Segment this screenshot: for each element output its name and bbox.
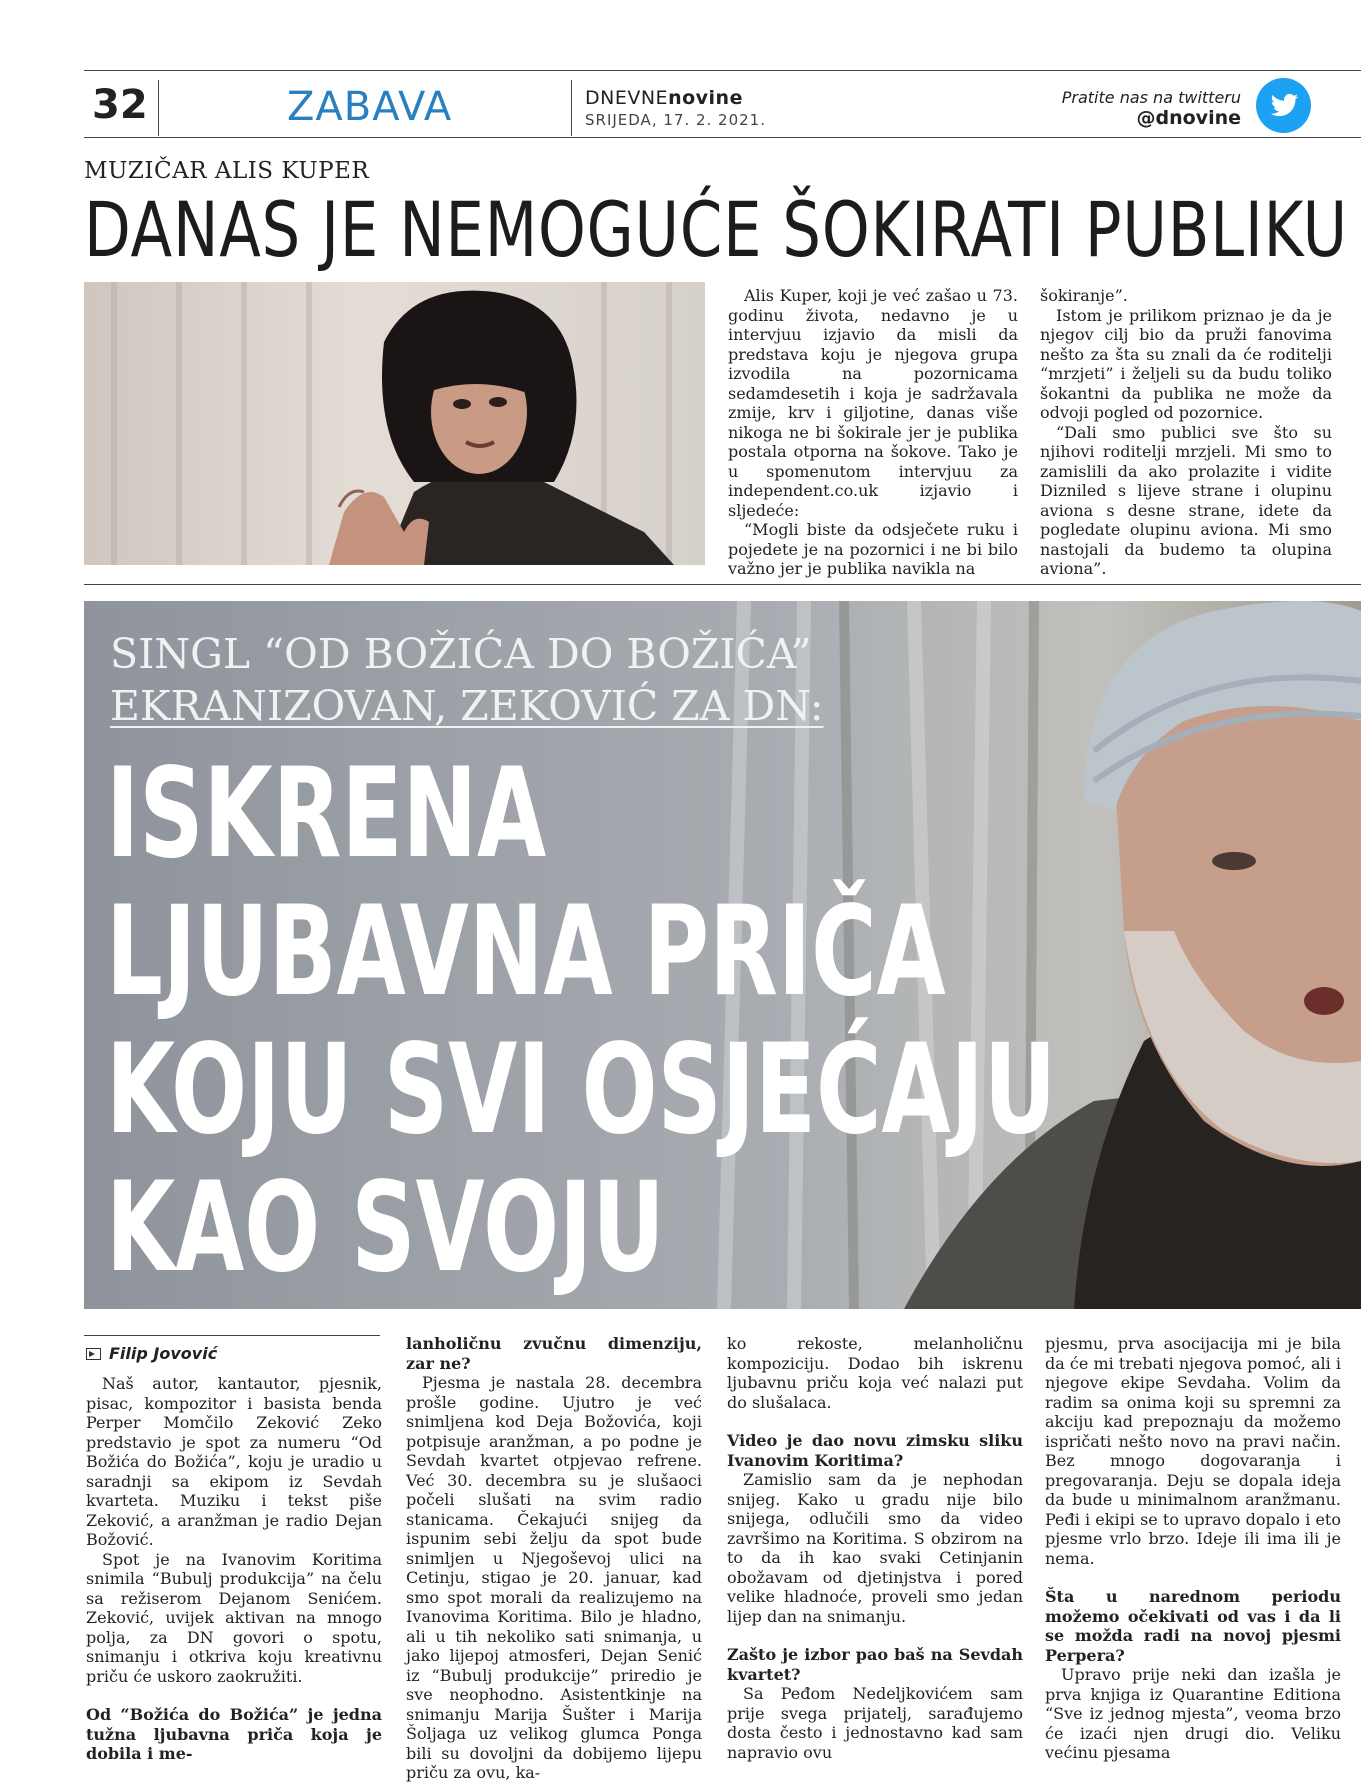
byline-rule [84,1335,380,1336]
author-name: Filip Jovović [109,1344,218,1363]
paragraph: Alis Kuper, koji je već zašao u 73. godinu života, nedavno je u intervjuu izjavio da misli da predstava koju je njegova grupa izvodila na pozornicama sedamdesetih i koja je sadržavala zmije, krv i giljotine, danas više nikoga ne bi šokirale jer je publika postala otporna na šokove. Tako je u spomenutom intervjuu za independent.co.uk izjavio i sljedeće: [728,286,1018,520]
paragraph: pjesmu, prva asocijacija mi je bila da će mi trebati njegova pomoć, ali i njegove ekipe Sevdaha. Volim da radim sa onima koji su spremni za akciju kad prepoznaju da možemo ispričati nešto novo na pravi način. Bez mnogo dogovaranja i pregovaranja. Deju se dopala ideja da bude u minimalnom aranžmanu. Peđi i ekipi se to upravo dopalo i eto pjesme vrlo brzo. Ideje ili ima ili je nema. [1045,1334,1341,1568]
alice-cooper-photo [84,282,705,565]
article-separator [84,584,1361,585]
paragraph: Zamislio sam da je nephodan snijeg. Kako u gradu nije bilo snijega, odlučili smo da video završimo na Koritima. S obzirom na to da ih kao svaki Cetinjanin obožavam od djetinjstva i pored velike hladnoće, proveli smo jedan lijep dan na snimanju. [727,1470,1023,1626]
paragraph: ko rekoste, melanholičnu kompoziciju. Dodao bih iskrenu ljubavnu priču koja već nalazi put do slušalaca. [727,1334,1023,1412]
section-name: ZABAVA [287,84,453,130]
twitter-icon[interactable] [1256,78,1311,133]
paragraph: Naš autor, kantautor, pjesnik, pisac, kompozitor i basista benda Perper Momčilo Zeković Zeko predstavio je spot za numeru “Od Božića do Božića”, koju je uradio u saradnji sa ekipom iz Sevdah kvarteta. Muziku i tekst piše Zeković, a aranžman je radio Dejan Božović. [86,1374,382,1549]
issue-date: SRIJEDA, 17. 2. 2021. [585,111,766,129]
header-divider [571,80,572,136]
interview-question: lanholičnu zvučnu dimenziju, zar ne? [406,1334,702,1373]
pen-icon [86,1348,101,1360]
hero-headline [106,742,1057,1300]
interview-question: Od “Božića do Božića” je jedna tužna ljubavna priča koja je dobila i me- [86,1705,382,1763]
article-headline: DANAS JE NEMOGUĆE ŠOKIRATI PUBLIKU [84,185,1348,274]
paragraph: Pjesma je nastala 28. decembra prošle godine. Ujutro je već snimljena kod Deja Božovića, koji potpisuje aranžman, a po podne je Sevdah kvartet otpjevao refrene. Već 30. decembra su je slušaoci počeli slušati na svim radio stanicama. Čekajući snijeg da ispunim sebi želju da spot bude snimljen u Njegoševoj ulici na Cetinju, stigao je 20. januar, kad smo spot morali da realizujemo na Ivanovima Koritima. Bilo je hladno, ali u tih nekoliko sati snimanja, u jako lijepoj atmosferi, Dejan Senić iz “Bubulj produkcije” priredio je sve neophodno. Asistentkinje na snimanju Marija Šušter i Marija Šoljaga uz velikog glumca Ponga bili su dovoljni da dobijemo lijepu priču za ovu, ka- [406,1373,702,1782]
interview-column-3 [727,1334,1023,1762]
interview-question: Zašto je izbor pao baš na Sevdah kvartet? [727,1645,1023,1684]
paragraph: Upravo prije neki dan izašla je prva knjiga iz Quarantine Editiona “Sve iz jednog mjesta”, veoma brzo će izaći njen drugi dio. Veliku većinu pjesama [1045,1665,1341,1762]
header-bottom-rule [84,137,1361,138]
paragraph: “Dali smo publici sve što su njihovi roditelji mrzjeli. Mi smo to zamislili da ako prolazite i vidite Dizniled s lijeve strane i olupinu aviona s desne strane, idete da pogledate olupinu aviona. Mi smo nastojali da budemo ta olupina aviona”. [1040,422,1332,578]
headline-line: KAO SVOJU [106,1156,665,1300]
interview-question: Šta u narednom periodu možemo očekivati od vas i da li se možda radi na novoj pjesmi Perpera? [1045,1587,1341,1665]
header-top-rule [84,70,1361,71]
twitter-follow-text: Pratite nas na twitteru [1061,88,1241,107]
paragraph: Istom je prilikom priznao je da je njegov cilj bio da pruži fanovima nešto za šta su znali da će roditelji “mrzjeti” i željeli su da budu toliko šokantni da publika ne može da odvoji pogled od pozornice. [1040,305,1332,422]
deck-line: EKRANIZOVAN, ZEKOVIĆ ZA DN: [110,682,824,730]
interview-column-1 [86,1374,382,1764]
header-divider [158,80,159,136]
byline [86,1344,217,1363]
article1-column-2 [1040,286,1332,579]
deck-line: SINGL “OD BOŽIĆA DO BOŽIĆA” [110,630,812,678]
headline-line: KOJU SVI OSJEĆAJU [106,1018,1057,1162]
interview-column-2 [406,1334,702,1783]
hero-deck [110,628,824,732]
page-number: 32 [92,82,148,128]
paragraph: “Mogli biste da odsječete ruku i pojedete je na pozornici i ne bi bilo važno jer je publika navikla na [728,520,1018,578]
paragraph: šokiranje”. [1040,286,1128,305]
interview-column-4 [1045,1334,1341,1763]
article1-column-1 [728,286,1018,579]
headline-line: LJUBAVNA PRIČA [106,880,946,1024]
headline-line: ISKRENA [106,742,547,886]
article-kicker: MUZIČAR ALIS KUPER [84,158,370,184]
paragraph: Spot je na Ivanovim Koritima snimila “Bubulj produkcija” na čelu sa režiserom Dejanom Senićem. Zeković, uvijek aktivan na mnogo polja, za DN govori o spotu, snimanju i otkriva koju kreativnu priču će uskoro zaokružiti. [86,1549,382,1686]
twitter-handle[interactable]: @dnovine [1136,107,1241,129]
brand-suffix: novine [668,87,743,109]
interview-question: Video je dao novu zimsku sliku Ivanovim Koritima? [727,1431,1023,1470]
brand-prefix: DNEVNE [585,87,669,109]
paragraph: Sa Peđom Nedeljkovićem sam prije svega prijatelj, sarađujemo dosta često i jednostavno kad sam napravio ovu [727,1684,1023,1762]
newspaper-brand [585,87,743,109]
